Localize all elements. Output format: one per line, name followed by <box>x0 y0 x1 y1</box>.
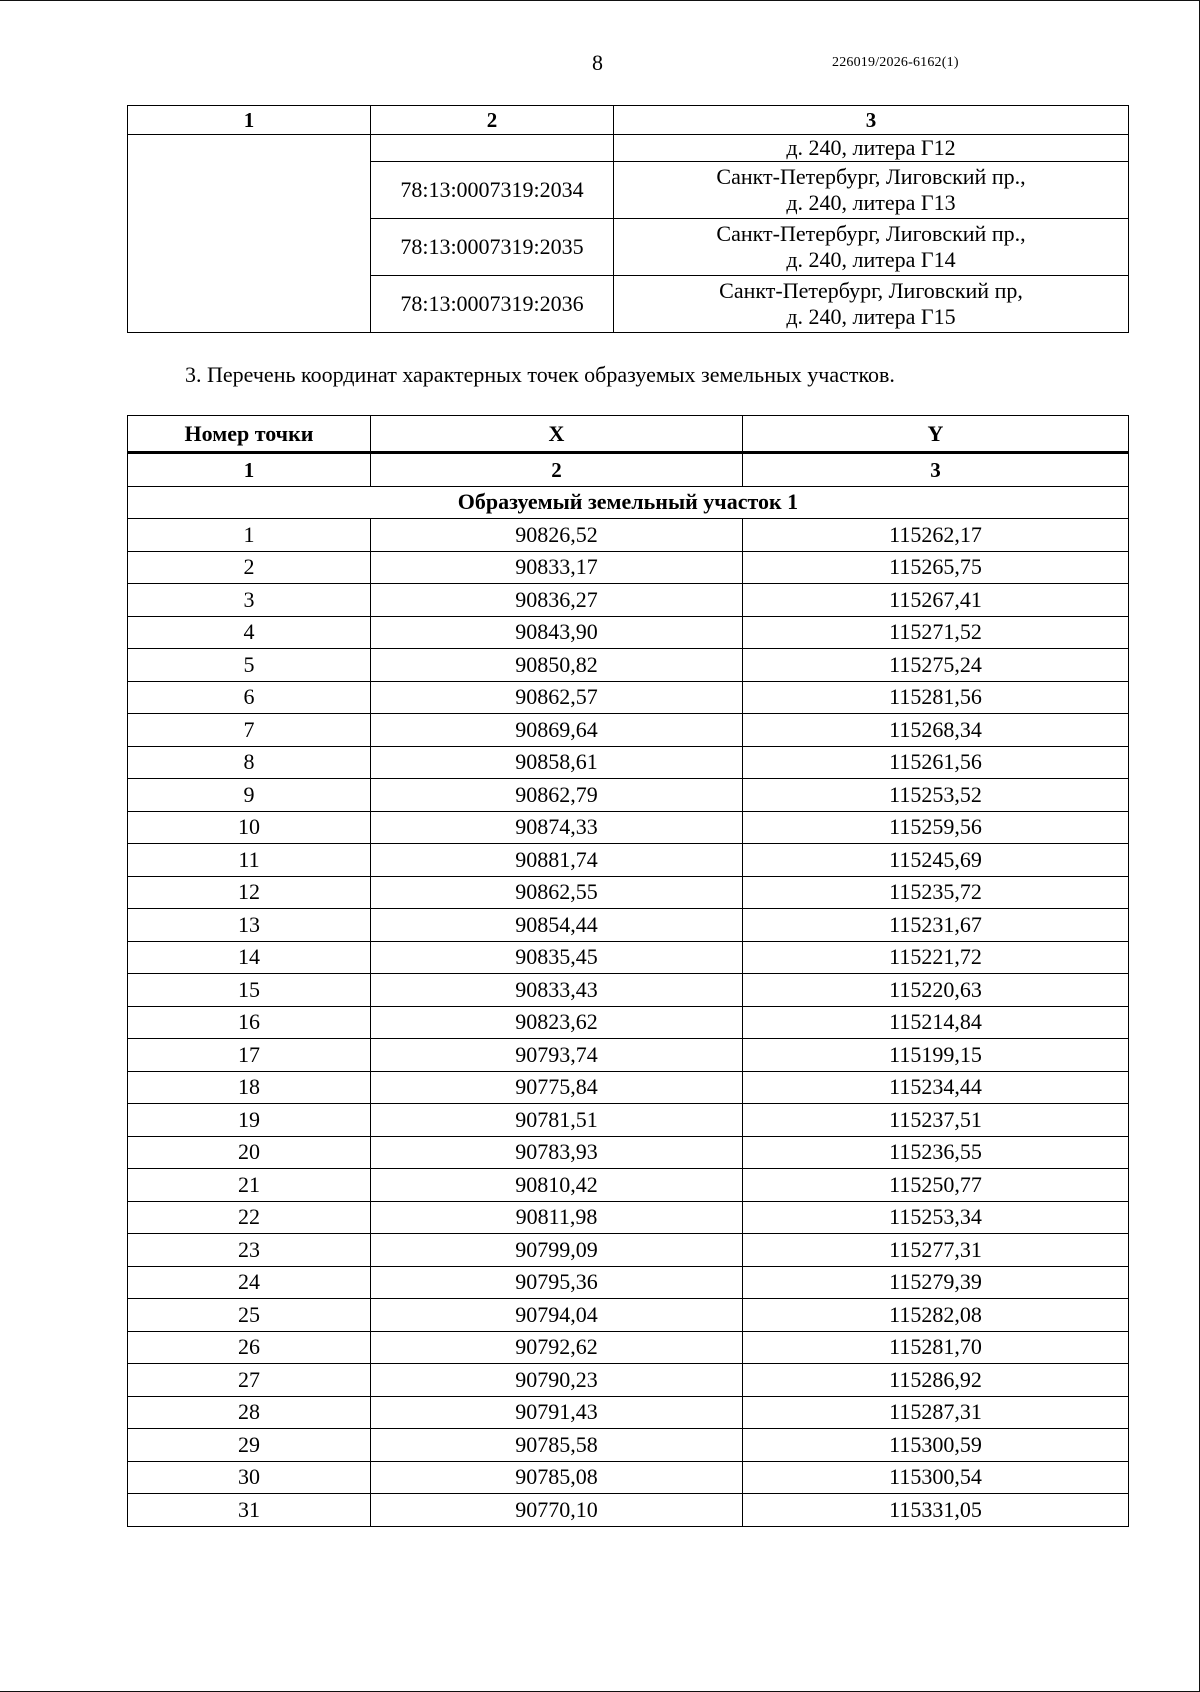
table-row <box>128 681 1129 714</box>
x-coordinate-cell: 90862,55 <box>371 876 743 909</box>
x-coordinate-cell: 90881,74 <box>371 844 743 877</box>
y-coordinate-cell: 115235,72 <box>743 876 1129 909</box>
y-coordinate-cell: 115236,55 <box>743 1136 1129 1169</box>
x-coordinate-cell: 90810,42 <box>371 1169 743 1202</box>
x-coordinate-cell: 90862,79 <box>371 779 743 812</box>
point-number-cell: 25 <box>128 1299 371 1332</box>
point-number-cell: 30 <box>128 1461 371 1494</box>
coordinates-body <box>128 519 1129 1527</box>
x-coordinate-cell: 90791,43 <box>371 1396 743 1429</box>
table-row <box>128 1331 1129 1364</box>
column-number-row <box>128 453 1129 487</box>
table-row <box>128 519 1129 552</box>
y-coordinate-cell: 115250,77 <box>743 1169 1129 1202</box>
table-row <box>128 1299 1129 1332</box>
y-coordinate-cell: 115231,67 <box>743 909 1129 942</box>
y-coordinate-cell: 115279,39 <box>743 1266 1129 1299</box>
x-coordinate-cell: 90781,51 <box>371 1104 743 1137</box>
address-line: д. 240, литера Г15 <box>786 304 956 329</box>
table1-col-header: 1 <box>128 106 371 135</box>
x-coordinate-cell: 90823,62 <box>371 1006 743 1039</box>
x-coordinate-cell: 90874,33 <box>371 811 743 844</box>
x-coordinate-cell: 90836,27 <box>371 584 743 617</box>
y-coordinate-cell: 115281,70 <box>743 1331 1129 1364</box>
x-coordinate-cell: 90843,90 <box>371 616 743 649</box>
y-coordinate-cell: 115220,63 <box>743 974 1129 1007</box>
table1-address-cell <box>614 219 1129 276</box>
x-coordinate-cell: 90835,45 <box>371 941 743 974</box>
address-line: Санкт-Петербург, Лиговский пр, <box>719 278 1023 303</box>
x-coordinate-cell: 90854,44 <box>371 909 743 942</box>
y-coordinate-cell: 115300,59 <box>743 1429 1129 1462</box>
y-coordinate-cell: 115286,92 <box>743 1364 1129 1397</box>
table-row <box>128 551 1129 584</box>
table-row <box>128 1039 1129 1072</box>
y-coordinate-cell: 115287,31 <box>743 1396 1129 1429</box>
table1-col-header: 2 <box>371 106 614 135</box>
table-row <box>128 1396 1129 1429</box>
y-coordinate-cell: 115281,56 <box>743 681 1129 714</box>
y-coordinate-cell: 115245,69 <box>743 844 1129 877</box>
x-coordinate-cell: 90833,17 <box>371 551 743 584</box>
x-coordinate-cell: 90869,64 <box>371 714 743 747</box>
plot-title: Образуемый земельный участок 1 <box>128 486 1129 519</box>
point-number-cell: 16 <box>128 1006 371 1039</box>
table-row <box>128 844 1129 877</box>
x-coordinate-cell: 90793,74 <box>371 1039 743 1072</box>
y-coordinate-cell: 115253,34 <box>743 1201 1129 1234</box>
table-row <box>128 1234 1129 1267</box>
x-coordinate-cell: 90833,43 <box>371 974 743 1007</box>
column-number: 3 <box>743 453 1129 487</box>
x-coordinate-cell: 90775,84 <box>371 1071 743 1104</box>
y-coordinate-cell: 115331,05 <box>743 1494 1129 1527</box>
x-coordinate-cell: 90790,23 <box>371 1364 743 1397</box>
x-coordinate-cell: 90792,62 <box>371 1331 743 1364</box>
x-coordinate-cell: 90795,36 <box>371 1266 743 1299</box>
y-coordinate-cell: 115262,17 <box>743 519 1129 552</box>
table-row <box>128 1104 1129 1137</box>
table-row <box>128 1266 1129 1299</box>
table-row <box>128 876 1129 909</box>
y-coordinate-cell: 115265,75 <box>743 551 1129 584</box>
coordinates-table <box>127 415 1129 1527</box>
table1-address-cell <box>614 162 1129 219</box>
page-border-top <box>0 0 1200 1</box>
address-line: Санкт-Петербург, Лиговский пр., <box>716 164 1026 189</box>
point-number-cell: 31 <box>128 1494 371 1527</box>
table-row <box>128 811 1129 844</box>
point-number-cell: 23 <box>128 1234 371 1267</box>
point-number-header: Номер точки <box>128 416 371 453</box>
x-coordinate-cell: 90850,82 <box>371 649 743 682</box>
table-row <box>128 746 1129 779</box>
x-header: X <box>371 416 743 453</box>
table1-address-cell: д. 240, литера Г12 <box>614 135 1129 162</box>
table-row <box>128 909 1129 942</box>
address-line: д. 240, литера Г14 <box>786 247 956 272</box>
y-coordinate-cell: 115221,72 <box>743 941 1129 974</box>
y-coordinate-cell: 115267,41 <box>743 584 1129 617</box>
y-coordinate-cell: 115261,56 <box>743 746 1129 779</box>
table1-empty-cell <box>128 135 371 333</box>
point-number-cell: 20 <box>128 1136 371 1169</box>
y-coordinate-cell: 115282,08 <box>743 1299 1129 1332</box>
point-number-cell: 15 <box>128 974 371 1007</box>
address-line: Санкт-Петербург, Лиговский пр., <box>716 221 1026 246</box>
point-number-cell: 5 <box>128 649 371 682</box>
table-row <box>128 1461 1129 1494</box>
point-number-cell: 12 <box>128 876 371 909</box>
point-number-cell: 11 <box>128 844 371 877</box>
y-coordinate-cell: 115271,52 <box>743 616 1129 649</box>
point-number-cell: 4 <box>128 616 371 649</box>
table-row <box>128 1201 1129 1234</box>
page-number: 8 <box>592 50 603 75</box>
table-row <box>128 941 1129 974</box>
point-number-cell: 17 <box>128 1039 371 1072</box>
point-number-cell: 18 <box>128 1071 371 1104</box>
x-coordinate-cell: 90811,98 <box>371 1201 743 1234</box>
table-row <box>128 1429 1129 1462</box>
table1-row <box>128 135 1129 162</box>
y-coordinate-cell: 115253,52 <box>743 779 1129 812</box>
table-row <box>128 974 1129 1007</box>
y-coordinate-cell: 115199,15 <box>743 1039 1129 1072</box>
x-coordinate-cell: 90858,61 <box>371 746 743 779</box>
x-coordinate-cell: 90783,93 <box>371 1136 743 1169</box>
point-number-cell: 3 <box>128 584 371 617</box>
cadastral-number-cell: 78:13:0007319:2036 <box>371 276 614 333</box>
point-number-cell: 9 <box>128 779 371 812</box>
address-line: д. 240, литера Г13 <box>786 190 956 215</box>
x-coordinate-cell: 90826,52 <box>371 519 743 552</box>
y-coordinate-cell: 115234,44 <box>743 1071 1129 1104</box>
y-coordinate-cell: 115277,31 <box>743 1234 1129 1267</box>
point-number-cell: 26 <box>128 1331 371 1364</box>
cadastral-number-cell: 78:13:0007319:2034 <box>371 162 614 219</box>
x-coordinate-cell: 90794,04 <box>371 1299 743 1332</box>
x-coordinate-cell: 90785,08 <box>371 1461 743 1494</box>
y-coordinate-cell: 115268,34 <box>743 714 1129 747</box>
point-number-cell: 19 <box>128 1104 371 1137</box>
coordinates-header-row <box>128 416 1129 453</box>
table1-address-cell <box>614 276 1129 333</box>
x-coordinate-cell: 90799,09 <box>371 1234 743 1267</box>
table-row <box>128 1364 1129 1397</box>
point-number-cell: 27 <box>128 1364 371 1397</box>
point-number-cell: 2 <box>128 551 371 584</box>
column-number: 1 <box>128 453 371 487</box>
point-number-cell: 1 <box>128 519 371 552</box>
point-number-cell: 24 <box>128 1266 371 1299</box>
point-number-cell: 14 <box>128 941 371 974</box>
point-number-cell: 21 <box>128 1169 371 1202</box>
point-number-cell: 10 <box>128 811 371 844</box>
table1-col-header: 3 <box>614 106 1129 135</box>
y-header: Y <box>743 416 1129 453</box>
y-coordinate-cell: 115275,24 <box>743 649 1129 682</box>
table-row <box>128 1006 1129 1039</box>
point-number-cell: 7 <box>128 714 371 747</box>
x-coordinate-cell: 90770,10 <box>371 1494 743 1527</box>
point-number-cell: 28 <box>128 1396 371 1429</box>
y-coordinate-cell: 115237,51 <box>743 1104 1129 1137</box>
y-coordinate-cell: 115259,56 <box>743 811 1129 844</box>
point-number-cell: 22 <box>128 1201 371 1234</box>
point-number-cell: 29 <box>128 1429 371 1462</box>
cadastral-number-cell: 78:13:0007319:2035 <box>371 219 614 276</box>
table-row <box>128 1494 1129 1527</box>
plot-title-row <box>128 486 1129 519</box>
document-code: 226019/2026-6162(1) <box>832 55 959 70</box>
table-row <box>128 584 1129 617</box>
point-number-cell: 13 <box>128 909 371 942</box>
y-coordinate-cell: 115300,54 <box>743 1461 1129 1494</box>
table-row <box>128 779 1129 812</box>
table-row <box>128 1071 1129 1104</box>
x-coordinate-cell: 90862,57 <box>371 681 743 714</box>
table-row <box>128 1136 1129 1169</box>
table1-empty-cell <box>371 135 614 162</box>
table-row <box>128 1169 1129 1202</box>
point-number-cell: 8 <box>128 746 371 779</box>
table-row <box>128 616 1129 649</box>
x-coordinate-cell: 90785,58 <box>371 1429 743 1462</box>
section-heading: 3. Перечень координат характерных точек образуемых земельных участков. <box>185 362 895 387</box>
cadastral-objects-table <box>127 105 1129 333</box>
table-row <box>128 649 1129 682</box>
table1-header-row <box>128 106 1129 135</box>
column-number: 2 <box>371 453 743 487</box>
table-row <box>128 714 1129 747</box>
y-coordinate-cell: 115214,84 <box>743 1006 1129 1039</box>
point-number-cell: 6 <box>128 681 371 714</box>
